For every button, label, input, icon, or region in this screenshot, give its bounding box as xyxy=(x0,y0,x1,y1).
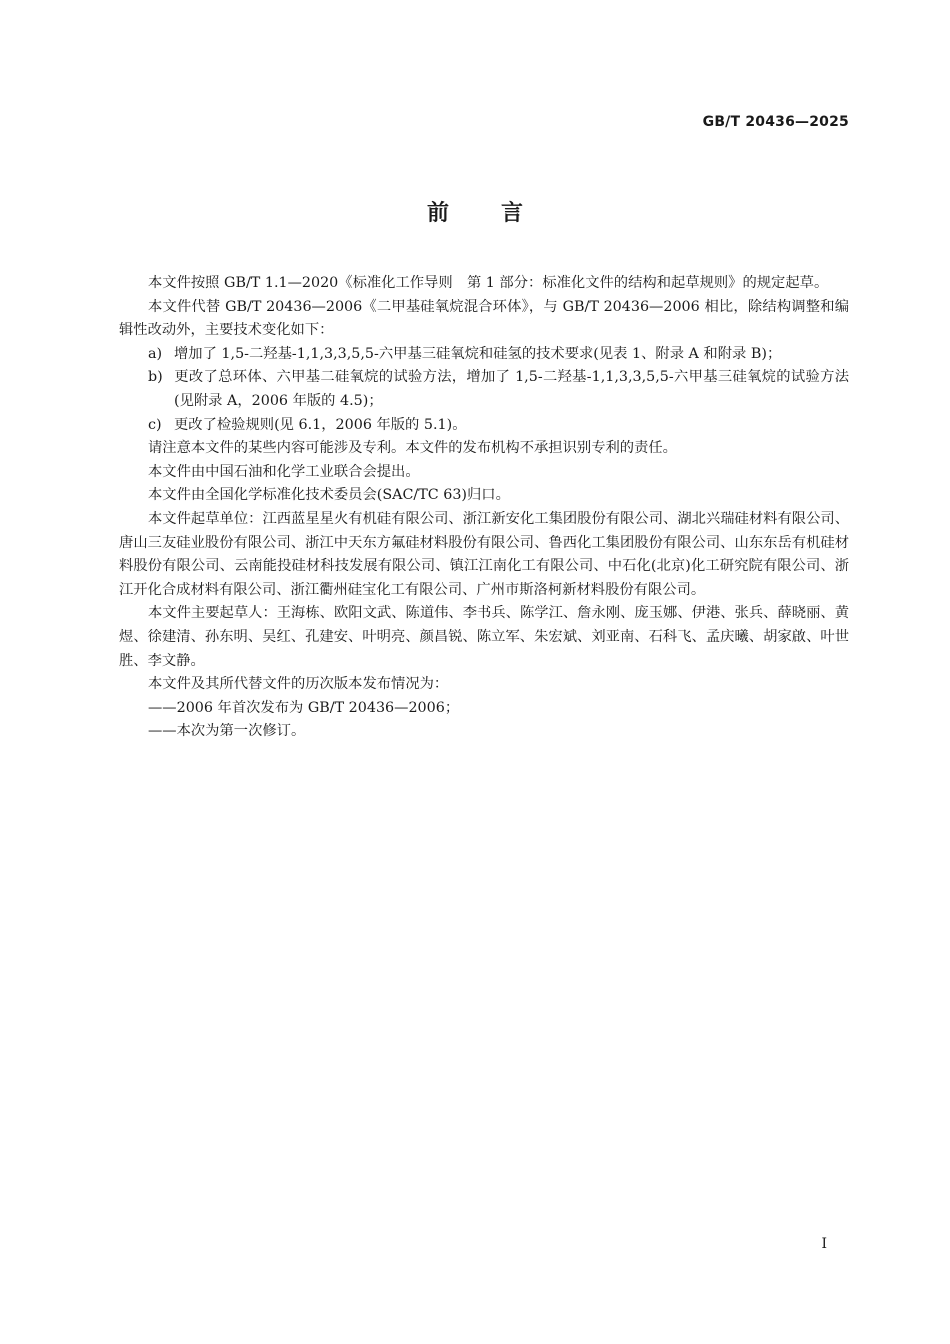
paragraph-committee: 本文件由全国化学标准化技术委员会(SAC/TC 63)归口。 xyxy=(148,487,510,504)
paragraph-drafting-rules: 本文件按照 GB/T 1.1—2020《标准化工作导则 第 1 部分：标准化文件的结构和起草规则》的规定起草。 xyxy=(148,275,829,291)
list-item-text: 增加了 1,5-二羟基-1,1,3,3,5,5-六甲基三硅氧烷和硅氢的技术要求(见表 1、附录 A 和附录 B)； xyxy=(174,345,782,362)
standard-code: GB/T 20436—2025 xyxy=(702,114,849,130)
page-title xyxy=(0,196,950,227)
paragraph-patent-notice: 请注意本文件的某些内容可能涉及专利。本文件的发布机构不承担识别专利的责任。 xyxy=(148,440,677,457)
paragraph-history-intro: 本文件及其所代替文件的历次版本发布情况为： xyxy=(148,676,449,693)
history-item: ——本次为第一次修订。 xyxy=(148,723,306,740)
list-item xyxy=(119,366,849,413)
list-item-label: c) xyxy=(148,416,162,433)
list-item xyxy=(119,414,849,438)
title-char-1: 前 xyxy=(426,201,449,226)
paragraph-drafters: 本文件主要起草人：王海栋、欧阳文武、陈道伟、李书兵、陈学江、詹永刚、庞玉娜、伊港、张兵、薛晓丽、黄煜、徐建清、孙东明、吴红、孔建安、叶明亮、颜昌锐、陈立军、朱宏斌、刘亚南、石科飞、孟庆曦、胡家啟、叶世胜、李文静。 xyxy=(119,605,849,669)
list-item-label: b) xyxy=(148,369,163,386)
list-item xyxy=(119,343,849,367)
page-number: I xyxy=(821,1236,827,1252)
paragraph-drafting-units: 本文件起草单位：江西蓝星星火有机硅有限公司、浙江新安化工集团股份有限公司、湖北兴瑞硅材料有限公司、唐山三友硅业股份有限公司、浙江中天东方氟硅材料股份有限公司、鲁西化工集团股份有限公司、山东东岳有机硅材料股份有限公司、云南能投硅材科技发展有限公司、镇江江南化工有限公司、中石化(北京)化工研究院有限公司、浙江开化合成材料有限公司、浙江衢州硅宝化工有限公司、广州市斯洛柯新材料股份有限公司。 xyxy=(119,510,849,598)
list-item-label: a) xyxy=(148,345,163,362)
history-item: ——2006 年首次发布为 GB/T 20436—2006； xyxy=(148,699,460,716)
title-char-2: 言 xyxy=(501,201,524,226)
paragraph-proposer: 本文件由中国石油和化学工业联合会提出。 xyxy=(148,463,420,480)
list-item-text: 更改了总环体、六甲基二硅氧烷的试验方法，增加了 1,5-二羟基-1,1,3,3,5,5-六甲基三硅氧烷的试验方法(见附录 A，2006 年版的 4.5)； xyxy=(174,369,849,409)
list-item-text: 更改了检验规则(见 6.1，2006 年版的 5.1)。 xyxy=(174,416,467,433)
document-body xyxy=(119,272,849,744)
paragraph-replacement: 本文件代替 GB/T 20436—2006《二甲基硅氧烷混合环体》，与 GB/T 20436—2006 相比，除结构调整和编辑性改动外，主要技术变化如下： xyxy=(119,298,849,339)
